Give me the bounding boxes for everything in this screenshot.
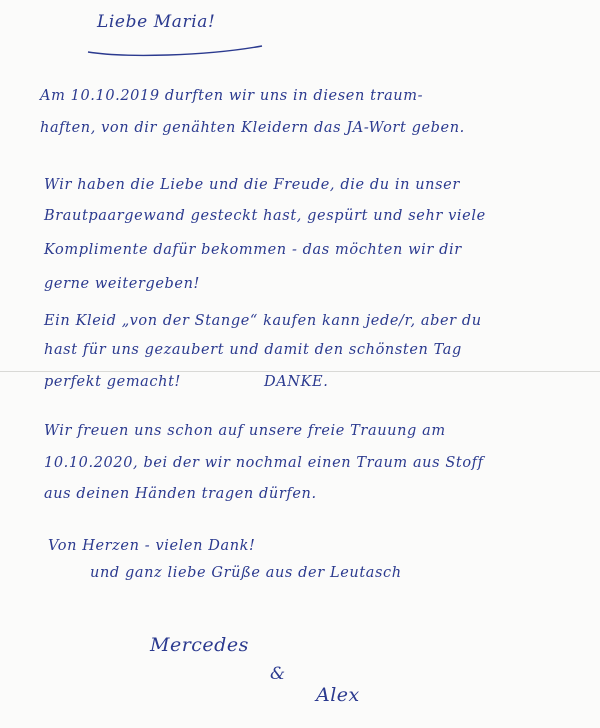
greeting: Liebe Maria! xyxy=(97,12,216,32)
ampersand: & xyxy=(270,664,286,684)
letter-line: gerne weitergeben! xyxy=(44,276,200,292)
letter-line: 10.10.2020, bei der wir nochmal einen Traum aus Stoff xyxy=(44,455,484,471)
letter-line: Wir freuen uns schon auf unsere freie Trauung am xyxy=(44,423,446,439)
letter-line: Brautpaargewand gesteckt hast, gespürt und sehr viele xyxy=(44,208,486,224)
letter-line: hast für uns gezaubert und damit den schönsten Tag xyxy=(44,342,462,358)
thanks-text: DANKE. xyxy=(264,374,329,390)
greeting-underline xyxy=(86,38,266,58)
paper-fold-line xyxy=(0,371,600,372)
closing-line: Von Herzen - vielen Dank! xyxy=(48,538,256,554)
letter-line: aus deinen Händen tragen dürfen. xyxy=(44,486,317,502)
letter-line: perfekt gemacht! xyxy=(44,374,181,390)
letter-line: Komplimente dafür bekommen - das möchten wir dir xyxy=(44,242,462,258)
signature-alex: Alex xyxy=(316,684,360,706)
letter-line: Ein Kleid „von der Stange“ kaufen kann jede/r, aber du xyxy=(44,313,482,329)
letter-line: Am 10.10.2019 durften wir uns in diesen traum- xyxy=(40,88,424,104)
letter-line: Wir haben die Liebe und die Freude, die du in unser xyxy=(44,177,460,193)
regards-line: und ganz liebe Grüße aus der Leutasch xyxy=(90,565,402,581)
signature-mercedes: Mercedes xyxy=(150,634,249,656)
letter-line: haften, von dir genähten Kleidern das JA-Wort geben. xyxy=(40,120,465,136)
